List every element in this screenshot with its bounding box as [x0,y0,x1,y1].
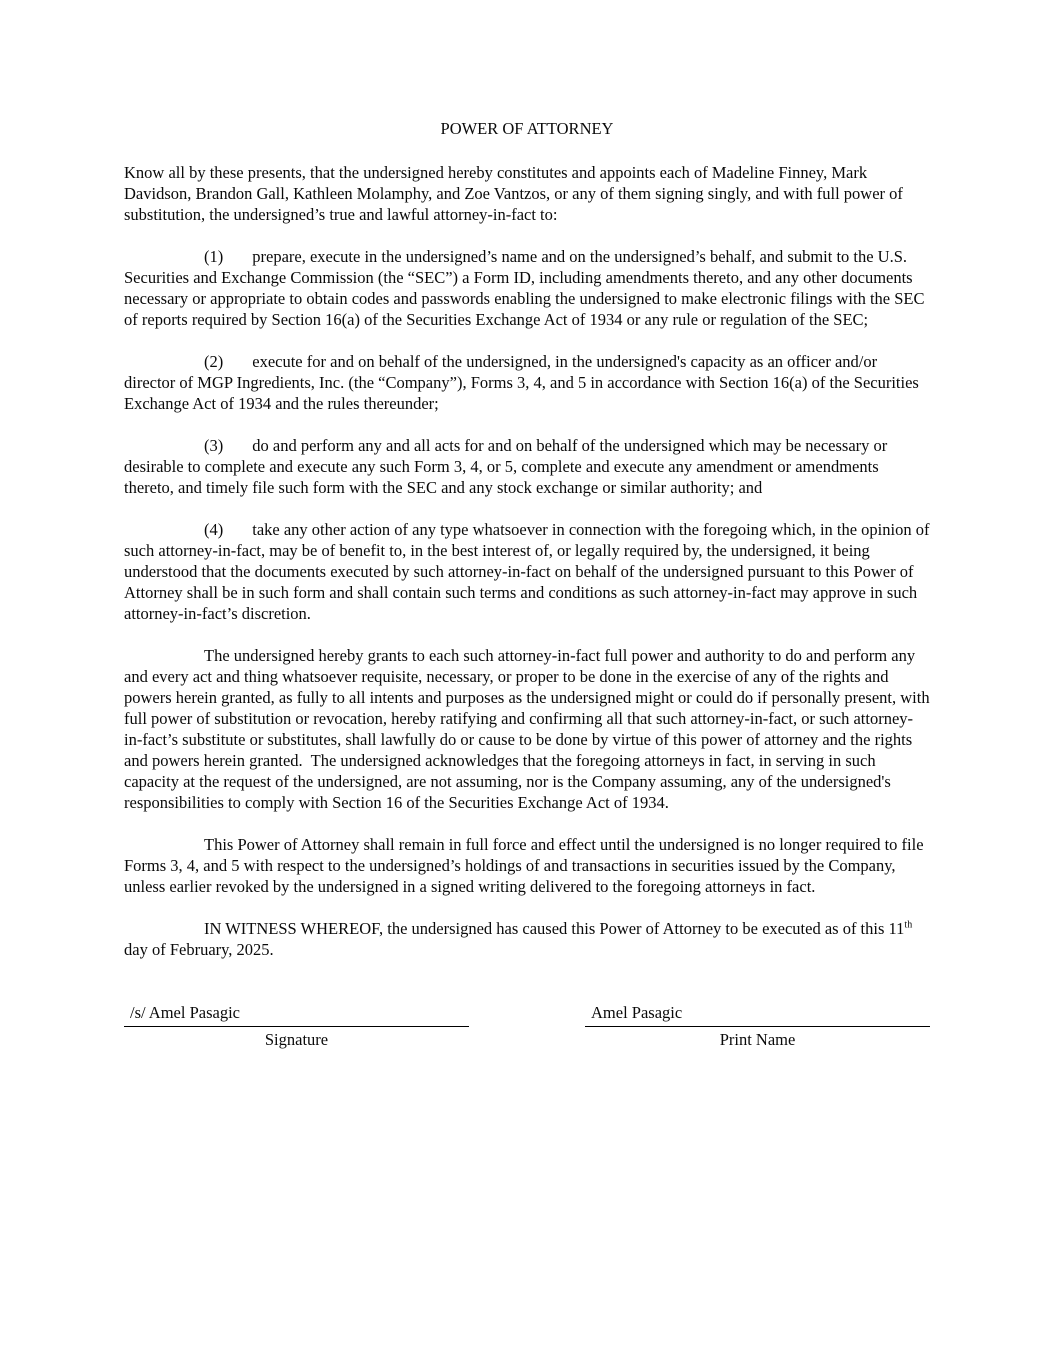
intro-paragraph: Know all by these presents, that the undersigned hereby constitutes and appoints each of Madeline Finney, Mark Davidson, Brandon Gall, Kathleen Molamphy, and Zoe Vantzos, or any of them signing singly, and with full power of substitution, the undersigned’s true and lawful attorney-in-fact to: [124,163,908,224]
numbered-item-2 [124,351,930,414]
item-1-text: prepare, execute in the undersigned’s name and on the undersigned’s behalf, and submit to the U.S. Securities and Exchange Commission (the “SEC”) a Form ID, including amendments thereto, and any other documents necessary or appropriate to obtain codes and passwords enabling the undersigned to make electronic filings with the SEC of reports required by Section 16(a) of the Securities Exchange Act of 1934 or any rule or regulation of the SEC; [124,247,929,329]
item-1-number: (1) [204,247,224,266]
document-title: POWER OF ATTORNEY [440,119,614,138]
witness-text-start: IN WITNESS WHEREOF, the undersigned has caused this Power of Attorney to be executed as of this 11 [204,919,905,938]
item-2-number: (2) [204,352,224,371]
item-2-text: execute for and on behalf of the undersigned, in the undersigned's capacity as an officer and/or director of MGP Ingredients, Inc. (the “Company”), Forms 3, 4, and 5 in accordance with Section 16(a) of the Securities Exchange Act of 1934 and the rules thereunder; [124,352,923,413]
signature-line [124,1002,469,1027]
signature-block [124,1002,469,1050]
item-4-number: (4) [204,520,224,539]
duration-paragraph: This Power of Attorney shall remain in full force and effect until the undersigned is no longer required to file Forms 3, 4, and 5 with respect to the undersigned’s holdings of and transactions in securities issued by the Company, unless earlier revoked by the undersigned in a signed writing delivered to the foregoing attorneys in fact. [124,835,928,896]
item-3-text: do and perform any and all acts for and on behalf of the undersigned which may be necessary or desirable to complete and execute any such Form 3, 4, or 5, complete and execute any amendment or amendments thereto, and timely file such form with the SEC and any stock exchange or similar authority; and [124,436,892,497]
signature-section [124,1002,930,1050]
numbered-item-4 [124,519,934,624]
item-3-number: (3) [204,436,224,455]
print-name-block [585,1002,930,1050]
print-name-line [585,1002,930,1027]
signature-value: /s/ Amel Pasagic [130,1003,240,1022]
witness-paragraph [124,918,930,960]
item-4-text: take any other action of any type whatsoever in connection with the foregoing which, in the opinion of such attorney-in-fact, may be of benefit to, in the best interest of, or legally required by, the undersigned, it being understood that the documents executed by such attorney-in-fact on behalf of the undersigned pursuant to this Power of Attorney shall be in such form and shall contain such terms and conditions as such attorney-in-fact may approve in such attorney-in-fact’s discretion. [124,520,934,623]
grant-paragraph: The undersigned hereby grants to each such attorney-in-fact full power and authority to do and perform any and every act and thing whatsoever requisite, necessary, or proper to be done in the exercise of any of the rights and powers herein granted, as fully to all intents and purposes as the undersigned might or could do if personally present, with full power of substitution or revocation, hereby ratifying and confirming all that such attorney-in-fact, or such attorney-in-fact’s substitute or substitutes, shall lawfully do or cause to be done by virtue of this power of attorney and the rights and powers herein granted. The undersigned acknowledges that the foregoing attorneys in fact, in serving in such capacity at the request of the undersigned, are not assuming, nor is the Company assuming, any of the undersigned's responsibilities to comply with Section 16 of the Securities Exchange Act of 1934. [124,646,934,812]
print-name-label: Print Name [719,1030,796,1049]
numbered-item-3 [124,435,930,498]
ordinal-superscript: th [904,919,913,931]
numbered-item-1 [124,246,930,330]
print-name-value: Amel Pasagic [591,1003,683,1022]
signature-label: Signature [264,1030,329,1049]
witness-text-end: day of February, 2025. [124,919,917,959]
